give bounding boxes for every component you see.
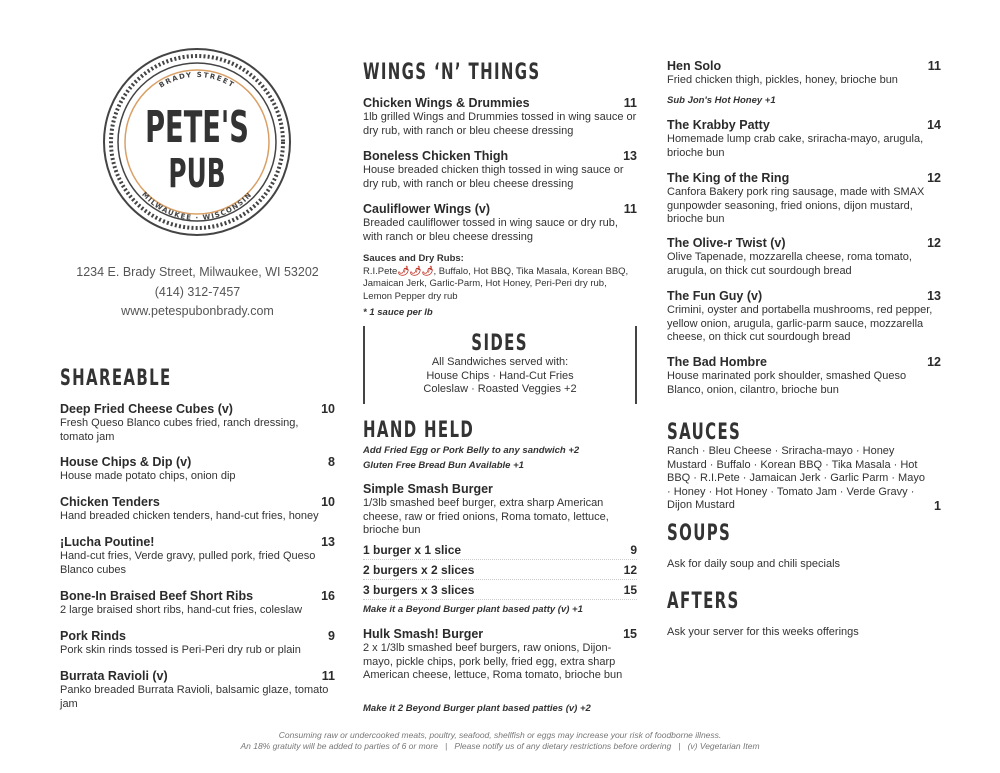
menu-item [363, 202, 637, 244]
chili-pepper-icon: 🌶🌶🌶 [397, 265, 434, 277]
menu-item [363, 149, 637, 191]
menu-item [363, 96, 637, 138]
logo-name-line1: PETE'S [145, 101, 249, 153]
menu-item [60, 629, 335, 658]
item-name: Bone-In Braised Beef Short Ribs [60, 589, 254, 603]
menu-item [667, 236, 941, 278]
logo-name-line2: PUB [168, 149, 226, 197]
section-title-sides: SIDES [471, 331, 529, 356]
section-title-shareable: SHAREABLE [60, 366, 172, 391]
item-price: 11 [321, 669, 335, 683]
item-desc: Canfora Bakery pork ring sausage, made with SMAX gunpowder seasoning, fried onions, dijon mustard, brioche bun [667, 186, 925, 225]
burger-option [363, 583, 637, 600]
menu-item [60, 669, 335, 711]
rubs-text: , Buffalo, Hot BBQ, Tika Masala, Korean BBQ, Jamaican Jerk, Garlic-Parm, Hot Honey, Peri-Peri dry rub, Lemon Pepper dry rub [363, 265, 629, 302]
menu-item [667, 171, 941, 227]
burger-option [363, 543, 637, 560]
address: 1234 E. Brady Street, Milwaukee, WI 53202 [76, 265, 319, 279]
item-desc: 2 large braised short ribs, hand-cut fries, coleslaw [60, 604, 303, 616]
option-label: 1 burger x 1 slice [363, 543, 462, 557]
menu-item-hulk [363, 627, 637, 683]
hulk-note: Make it 2 Beyond Burger plant based patties (v) +2 [363, 703, 591, 714]
item-desc: House breaded chicken thigh tossed in wing sauce or dry rub, with ranch or bleu cheese dressing [363, 164, 624, 190]
rubs-title: Sauces and Dry Rubs: [363, 253, 464, 264]
item-desc: Homemade lump crab cake, sriracha-mayo, arugula, brioche bun [667, 133, 924, 159]
menu-item [667, 355, 941, 397]
menu-item-hen-solo [667, 59, 941, 88]
item-price: 12 [927, 236, 941, 250]
item-name: ¡Lucha Poutine! [60, 535, 155, 549]
item-price: 10 [321, 495, 335, 509]
item-price: 11 [623, 96, 637, 110]
section-title-wings: WINGS ‘N’ THINGS [363, 60, 541, 85]
item-name: House Chips & Dip (v) [60, 455, 192, 469]
sides-line1: All Sandwiches served with: [431, 356, 569, 368]
menu-item [60, 495, 335, 524]
option-label: 3 burgers x 3 slices [363, 583, 475, 597]
item-price: 11 [623, 202, 637, 216]
item-name: Deep Fried Cheese Cubes (v) [60, 402, 233, 416]
item-desc: Olive Tapenade, mozzarella cheese, roma tomato, arugula, on thick cut sourdough bread [667, 251, 912, 277]
item-desc: 1/3lb smashed beef burger, extra sharp American cheese, raw or fried onions, Roma tomato, lettuce, brioche bun [363, 497, 609, 536]
rubs-note: * 1 sauce per lb [363, 307, 433, 318]
soups-text: Ask for daily soup and chili specials [667, 558, 841, 570]
item-price: 9 [328, 629, 335, 643]
afters-text: Ask your server for this weeks offerings [667, 626, 859, 638]
item-desc: Hand breaded chicken tenders, hand-cut fries, honey [60, 510, 319, 522]
item-name: Burrata Ravioli (v) [60, 669, 168, 683]
sides-line3: Coleslaw · Roasted Veggies +2 [423, 383, 577, 395]
sauces-price: 1 [934, 498, 941, 513]
rubs-prefix: R.I.Pete [363, 265, 398, 277]
item-price: 13 [623, 149, 637, 163]
item-name: Chicken Tenders [60, 495, 160, 509]
sauces-and-rubs [363, 253, 637, 303]
logo-bottom-text: MILWAUKEE · WISCONSIN [140, 190, 254, 223]
petes-pub-logo [102, 47, 292, 237]
item-price: 12 [927, 171, 941, 185]
footer-line2: An 18% gratuity will be added to parties of 6 or more | Please notify us of any dietary restrictions before ordering | (v) Vegetarian Item [240, 741, 760, 751]
item-desc: Crimini, oyster and portabella mushrooms, red pepper, yellow onion, arugula, garlic-parm sauce, mozzarella cheese, on thick cut sourdough bread [667, 304, 933, 343]
item-desc: Hand-cut fries, Verde gravy, pulled pork, fried Queso Blanco cubes [60, 550, 316, 576]
footer-line1: Consuming raw or undercooked meats, poultry, seafood, shellfish or eggs may increase your risk of foodborne illness. [278, 730, 722, 740]
item-desc: 2 x 1/3lb smashed beef burgers, raw onions, Dijon-mayo, pickle chips, pork belly, fried egg, extra sharp American cheese, lettuce, Roma tomato, brioche bun [363, 642, 623, 681]
menu-item-smash [363, 482, 637, 538]
item-name: The Olive-r Twist (v) [667, 236, 786, 250]
item-price: 11 [927, 59, 941, 73]
item-name: The Krabby Patty [667, 118, 770, 132]
logo-top-text: BRADY STREET [157, 70, 237, 90]
item-price: 13 [927, 289, 941, 303]
svg-text:BRADY STREET [158, 71, 237, 90]
option-price: 15 [623, 583, 637, 597]
footer-disclaimer [0, 730, 1000, 752]
item-desc: Panko breaded Burrata Ravioli, balsamic glaze, tomato jam [60, 684, 329, 710]
item-price: 14 [927, 118, 941, 132]
sides-line2: House Chips · Hand-Cut Fries [426, 369, 574, 382]
item-name: The Bad Hombre [667, 355, 768, 369]
item-name: Chicken Wings & Drummies [363, 96, 530, 110]
item-price: 15 [623, 627, 637, 641]
item-desc: Breaded cauliflower tossed in wing sauce or dry rub, with ranch or bleu cheese dressing [363, 217, 618, 243]
menu-item [60, 589, 335, 618]
item-name: Simple Smash Burger [363, 482, 493, 496]
beyond-note: Make it a Beyond Burger plant based patty (v) +1 [363, 604, 583, 615]
menu-item [667, 289, 941, 345]
rubs-list [363, 266, 637, 304]
item-desc: House marinated pork shoulder, smashed Queso Blanco, onion, cilantro, brioche bun [667, 370, 907, 396]
handheld-note-egg: Add Fried Egg or Pork Belly to any sandwich +2 [363, 445, 580, 456]
handheld-note-gluten: Gluten Free Bread Bun Available +1 [363, 460, 524, 471]
item-price: 13 [321, 535, 335, 549]
option-price: 9 [630, 543, 637, 557]
item-name: Hulk Smash! Burger [363, 627, 484, 641]
section-title-soups: SOUPS [667, 521, 732, 546]
menu-item [60, 402, 335, 444]
item-price: 12 [927, 355, 941, 369]
menu-item [60, 535, 335, 577]
burger-option [363, 563, 637, 580]
item-name: The Fun Guy (v) [667, 289, 763, 303]
item-desc: 1lb grilled Wings and Drummies tossed in wing sauce or dry rub, with ranch or bleu cheese dressing [363, 111, 637, 137]
item-price: 8 [328, 455, 335, 469]
item-desc: House made potato chips, onion dip [60, 470, 236, 482]
sauces-text: Ranch · Bleu Cheese · Sriracha-mayo · Honey Mustard · Buffalo · Korean BBQ · Tika Masala · Hot BBQ · R.I.Pete · Jamaican Jerk · Garlic Parm · Mayo · Honey · Hot Honey · Tomato Jam · Verde Gravy · Dijon Mustard [667, 445, 925, 511]
item-desc: Fried chicken thigh, pickles, honey, brioche bun [667, 74, 898, 86]
item-name: Cauliflower Wings (v) [363, 202, 490, 216]
item-price: 16 [321, 589, 335, 603]
section-title-handheld: HAND HELD [363, 418, 475, 443]
item-desc: Fresh Queso Blanco cubes fried, ranch dressing, tomato jam [60, 417, 299, 443]
menu-item [667, 118, 941, 160]
section-title-sauces: SAUCES [667, 420, 742, 445]
item-desc: Pork skin rinds tossed is Peri-Peri dry rub or plain [60, 644, 301, 656]
sides-box [363, 326, 637, 404]
option-price: 12 [623, 563, 637, 577]
contact-info [60, 263, 335, 322]
option-label: 2 burgers x 2 slices [363, 563, 475, 577]
item-name: The King of the Ring [667, 171, 790, 185]
item-price: 10 [321, 402, 335, 416]
section-title-afters: AFTERS [667, 589, 740, 614]
website: www.petespubonbrady.com [121, 304, 274, 318]
hen-note: Sub Jon's Hot Honey +1 [667, 95, 776, 106]
item-name: Boneless Chicken Thigh [363, 149, 509, 163]
menu-item [60, 455, 335, 484]
phone: (414) 312-7457 [154, 284, 241, 299]
item-name: Pork Rinds [60, 629, 126, 643]
item-name: Hen Solo [667, 59, 722, 73]
sauces-list [667, 444, 941, 513]
